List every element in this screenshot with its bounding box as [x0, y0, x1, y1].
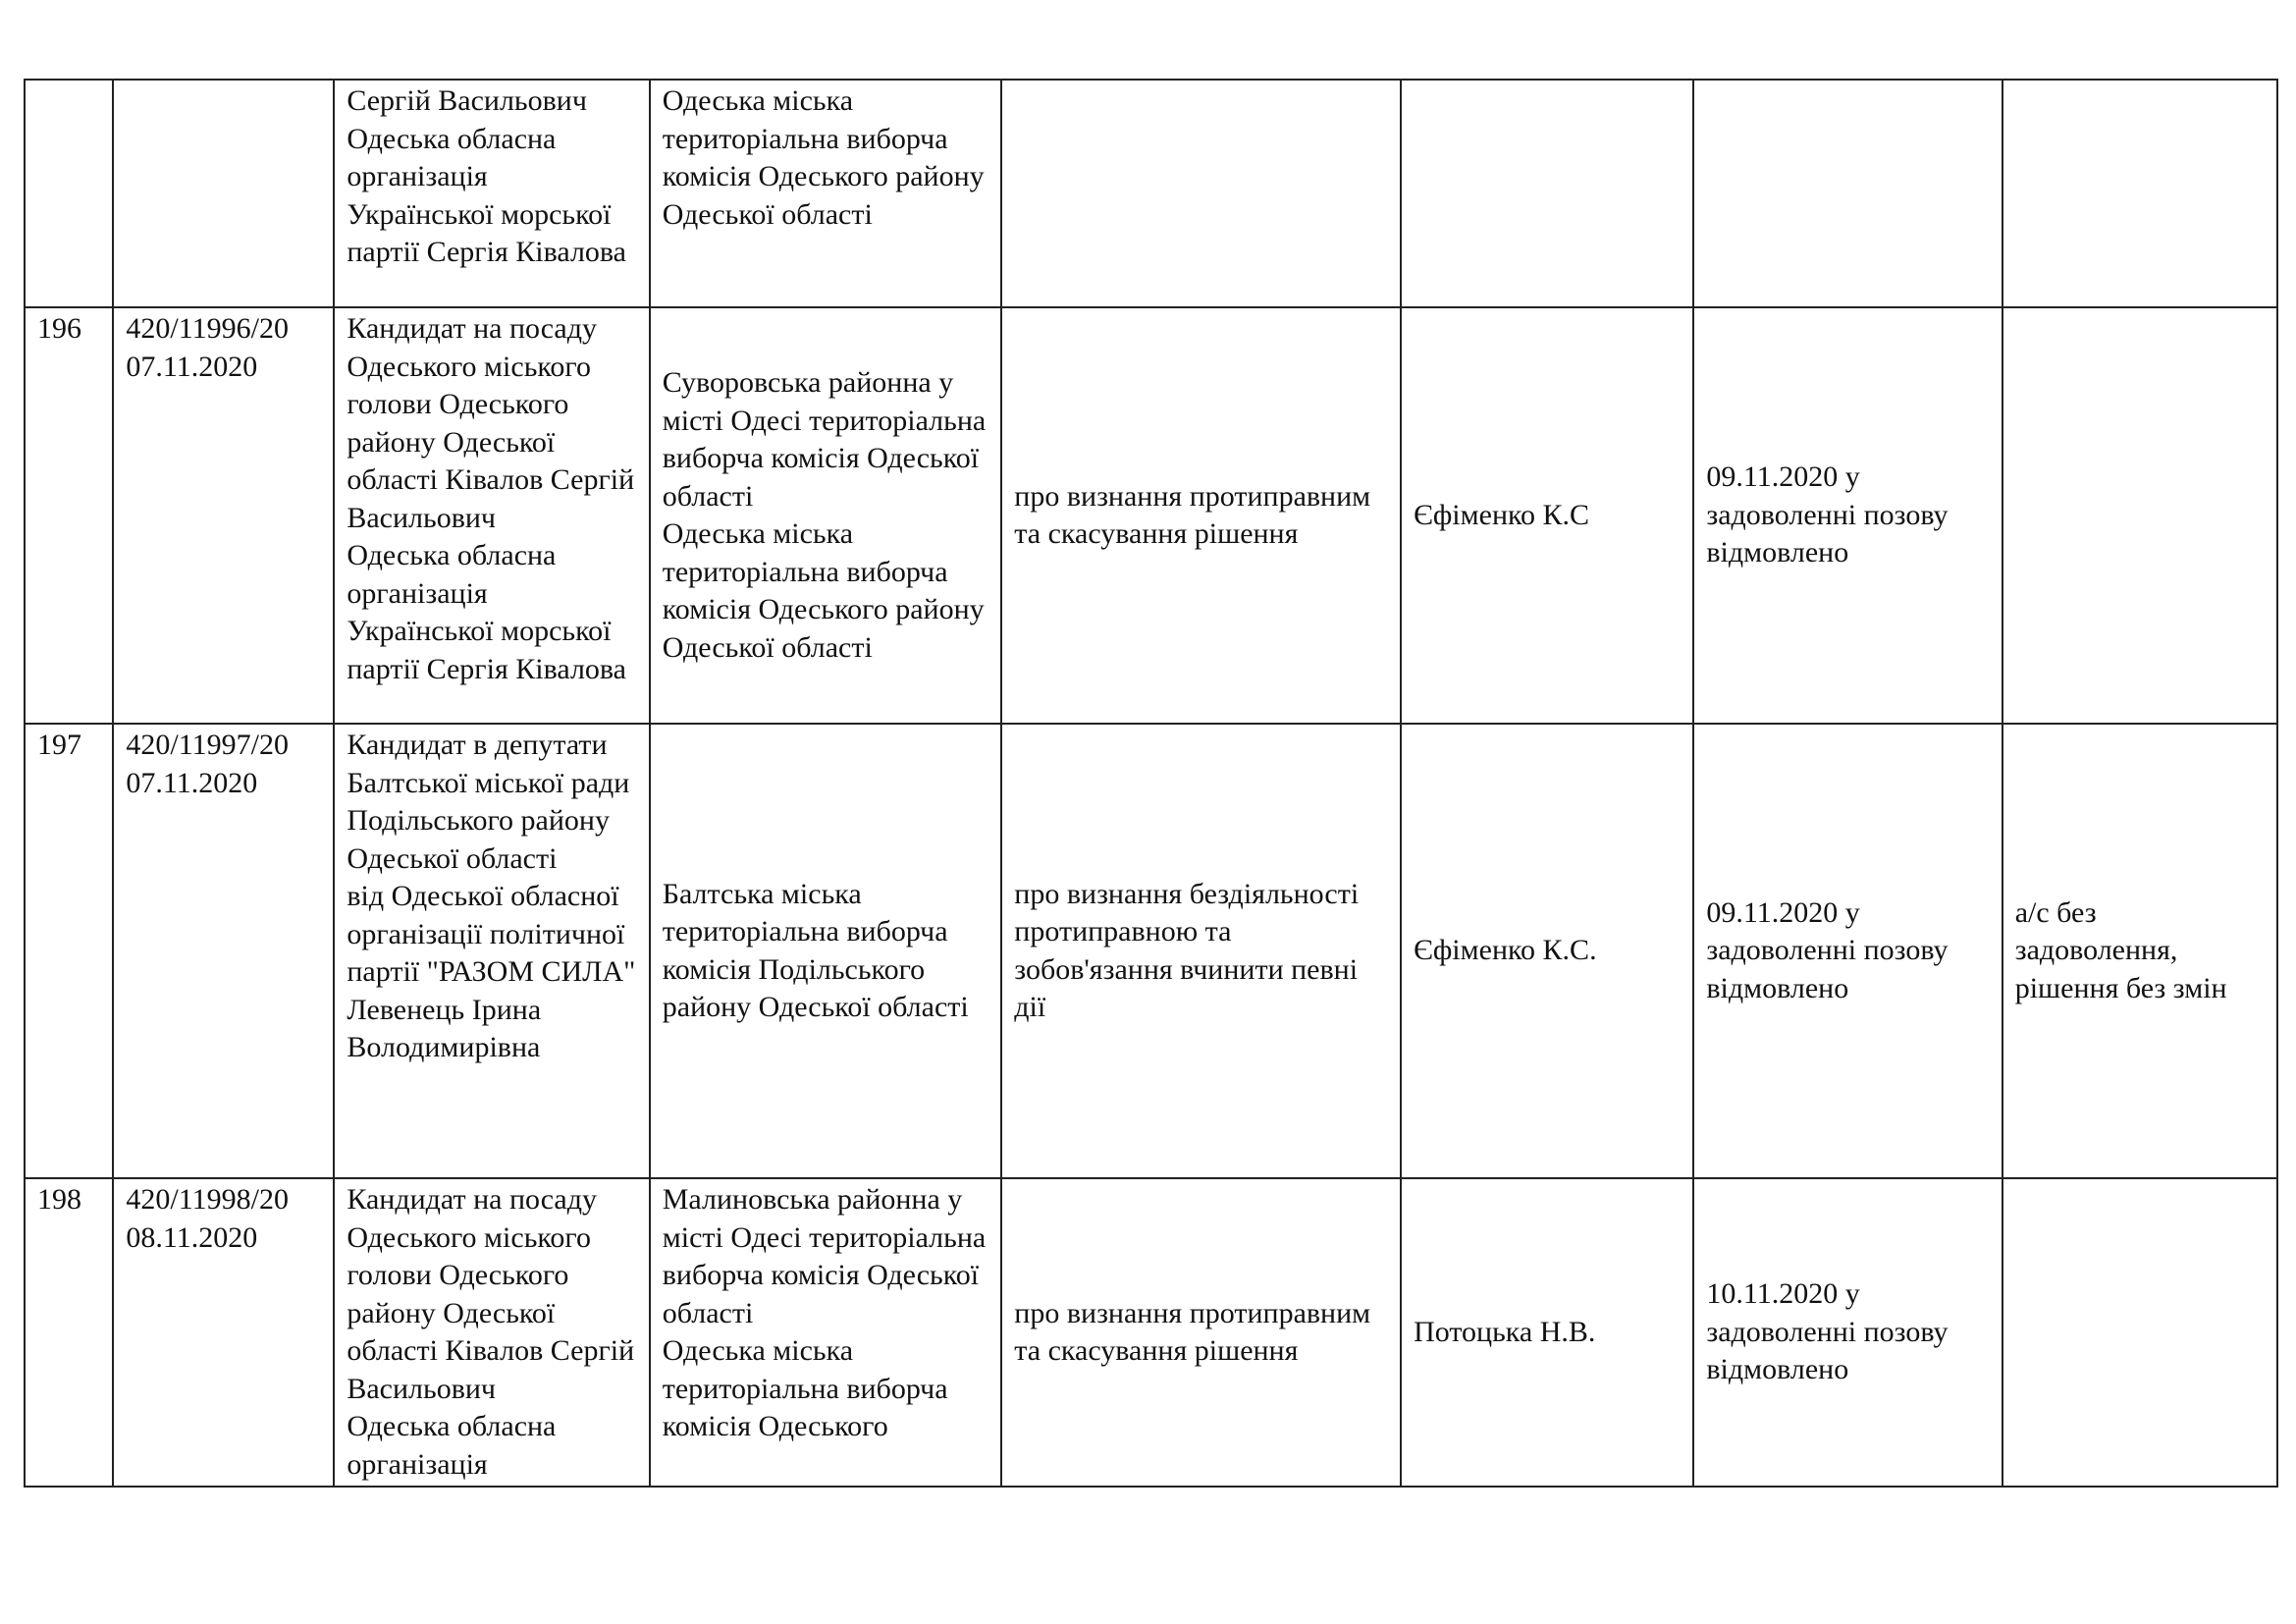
- row-number-cell: 197: [25, 724, 113, 1178]
- subject-cell: [1001, 80, 1401, 307]
- decision-cell: [1693, 80, 2002, 307]
- decision-cell: 09.11.2020 у задоволенні позову відмовлено: [1693, 724, 2002, 1178]
- judge-cell: Потоцька Н.В.: [1401, 1178, 1693, 1487]
- respondent-cell: Одеська міська територіальна виборча комісія Одеського району Одеської області: [650, 80, 1002, 307]
- table-row: [25, 307, 2277, 724]
- claimant-cell: Кандидат в депутати Балтської міської ради Подільського району Одеської області від Одеської обласної організації політичної партії "РАЗОМ СИЛА" Левенець Ірина Володимирівна: [334, 724, 649, 1178]
- row-number-cell: 196: [25, 307, 113, 724]
- row-number-cell: [25, 80, 113, 307]
- table-row: [25, 1178, 2277, 1487]
- case-number-cell: [113, 80, 334, 307]
- respondent-cell: Малиновська районна у місті Одесі територіальна виборча комісія Одеської області Одеська міська територіальна виборча комісія Одеського: [650, 1178, 1002, 1487]
- case-number-cell: 420/11997/20 07.11.2020: [113, 724, 334, 1178]
- claimant-cell: Кандидат на посаду Одеського міського голови Одеського району Одеської області Ківалов Сергій Васильович Одеська обласна організація: [334, 1178, 649, 1487]
- case-number-cell: 420/11998/20 08.11.2020: [113, 1178, 334, 1487]
- respondent-cell: Суворовська районна у місті Одесі територіальна виборча комісія Одеської області Одеська міська територіальна виборча комісія Одеського району Одеської області: [650, 307, 1002, 724]
- court-cases-table: [24, 79, 2278, 1488]
- subject-cell: про визнання протиправним та скасування рішення: [1001, 1178, 1401, 1487]
- judge-cell: Єфіменко К.С.: [1401, 724, 1693, 1178]
- appeal-cell: [2002, 307, 2277, 724]
- appeal-cell: [2002, 1178, 2277, 1487]
- table-row: [25, 724, 2277, 1178]
- claimant-cell: Сергій Васильович Одеська обласна організація Української морської партії Сергія Ківалова: [334, 80, 649, 307]
- subject-cell: про визнання бездіяльності протиправною та зобов'язання вчинити певні дії: [1001, 724, 1401, 1178]
- decision-cell: 10.11.2020 у задоволенні позову відмовлено: [1693, 1178, 2002, 1487]
- respondent-cell: Балтська міська територіальна виборча комісія Подільського району Одеської області: [650, 724, 1002, 1178]
- appeal-cell: [2002, 80, 2277, 307]
- decision-cell: 09.11.2020 у задоволенні позову відмовлено: [1693, 307, 2002, 724]
- row-number-cell: 198: [25, 1178, 113, 1487]
- judge-cell: [1401, 80, 1693, 307]
- subject-cell: про визнання протиправним та скасування рішення: [1001, 307, 1401, 724]
- table-row: [25, 80, 2277, 307]
- appeal-cell: а/с без задоволення, рішення без змін: [2002, 724, 2277, 1178]
- judge-cell: Єфіменко К.С: [1401, 307, 1693, 724]
- case-number-cell: 420/11996/20 07.11.2020: [113, 307, 334, 724]
- claimant-cell: Кандидат на посаду Одеського міського голови Одеського району Одеської області Ківалов Сергій Васильович Одеська обласна організація Української морської партії Сергія Ківалова: [334, 307, 649, 724]
